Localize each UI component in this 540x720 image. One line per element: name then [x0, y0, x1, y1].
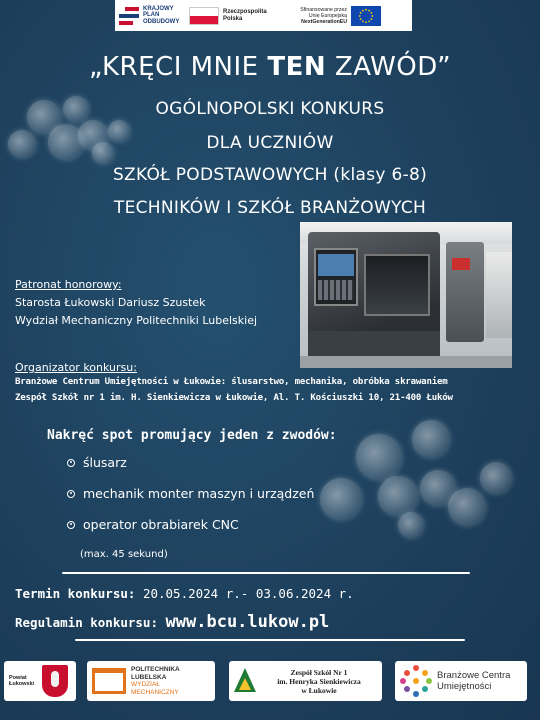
tree-logo-icon [234, 668, 256, 694]
patronage-label: Patronat honorowy: [15, 278, 122, 291]
bokeh-bubble [356, 434, 402, 480]
politechnika-text [131, 666, 180, 696]
bcu-logo [395, 661, 527, 701]
subtitle-line: DLA UCZNIÓW [206, 133, 334, 153]
zespol-line: Zespół Szkół Nr 1 [290, 667, 348, 677]
deadline-line [15, 586, 354, 601]
subtitle-line: OGÓLNOPOLSKI KONKURS [155, 99, 385, 119]
patronage-line: Wydział Mechaniczny Politechniki Lubelskiej [15, 314, 258, 327]
eu-flag-icon [351, 6, 381, 26]
eu-line: Sfinansowane przez [300, 6, 347, 13]
deadline-label: Termin konkursu: [15, 586, 136, 601]
bcu-line: Branżowe Centra [437, 670, 511, 681]
politechnika-dept-line: MECHANICZNY [131, 688, 179, 696]
politechnika-logo [87, 661, 215, 701]
bcu-dots-icon [400, 665, 432, 697]
profession-item [67, 517, 239, 532]
profession-label: mechanik monter maszyn i urządzeń [83, 486, 315, 501]
bullet-icon [67, 459, 75, 467]
poland-flag-icon [189, 7, 219, 25]
politechnika-dept-line: WYDZIAŁ [131, 681, 160, 688]
spot-title: Nakręć spot promujący jeden z zwodów: [47, 428, 337, 443]
bullet-icon [67, 521, 75, 529]
rules-label: Regulamin konkursu: [15, 615, 158, 630]
duration-note: (max. 45 sekund) [80, 549, 168, 560]
bcu-text [437, 670, 510, 692]
poster-title: „KRĘCI MNIE TEN ZAWÓD” [88, 52, 452, 82]
eu-logo [279, 0, 381, 31]
eu-line: NextGenerationEU [301, 18, 347, 25]
rp-logo [189, 0, 273, 31]
rp-text [223, 9, 273, 22]
organizer-line: Branżowe Centrum Umiejętności w Łukowie: ślusarstwo, mechanika, obróbka skrawaniem [15, 377, 448, 387]
profession-item [67, 486, 314, 501]
patronage-line: Starosta Łukowski Dariusz Szustek [15, 296, 206, 309]
bcu-line: Umiejętności [437, 681, 492, 692]
profession-item [67, 455, 127, 470]
bokeh-bubble [480, 462, 512, 494]
eu-line: Unię Europejską [308, 12, 347, 19]
profession-label: operator obrabiarek CNC [83, 517, 239, 532]
deadline-value: 20.05.2024 r.- 03.06.2024 r. [142, 586, 354, 601]
politechnika-line: LUBELSKA [131, 673, 167, 681]
bokeh-bubble [378, 476, 418, 516]
zespol-line: im. Henryka Sienkiewicza [277, 676, 361, 686]
rp-line: Polska [223, 15, 243, 22]
subtitle-line: SZKÓŁ PODSTAWOWYCH (klasy 6-8) [112, 165, 428, 185]
zespol-text [261, 668, 377, 695]
kpo-mark-icon [119, 6, 139, 26]
divider [62, 572, 470, 574]
bokeh-bubble [320, 478, 362, 520]
kpo-line: KRAJOWY [143, 5, 174, 12]
profession-label: ślusarz [83, 455, 127, 470]
kpo-text [143, 6, 183, 26]
rules-line [15, 612, 329, 632]
bokeh-bubble [448, 488, 486, 526]
organizer-line: Zespół Szkół nr 1 im. H. Sienkiewicza w Łukowie, Al. T. Kościuszki 10, 21-400 Łuków [15, 393, 453, 403]
politechnika-line: POLITECHNIKA [131, 666, 180, 673]
zespol-szkol-logo [229, 661, 382, 701]
kpo-line: ODBUDOWY [143, 18, 180, 25]
powiat-text [9, 675, 37, 688]
bullet-icon [67, 490, 75, 498]
organizer-label: Organizator konkursu: [15, 361, 137, 374]
powiat-logo [4, 661, 76, 701]
divider [75, 639, 465, 641]
kpo-line: PLAN [143, 12, 160, 19]
kpo-logo [119, 0, 183, 31]
powiat-line: Łukowski [9, 681, 35, 687]
subtitle-line: TECHNIKÓW I SZKÓŁ BRANŻOWYCH [113, 198, 427, 218]
powiat-shield-icon [42, 665, 68, 697]
rp-line: Rzeczpospolita [223, 9, 267, 15]
rules-url[interactable]: www.bcu.lukow.pl [165, 612, 330, 632]
zespol-line: w Łukowie [301, 685, 337, 695]
funding-bar [115, 0, 412, 31]
bokeh-bubble [398, 512, 424, 538]
powiat-line: Powiat [9, 674, 27, 681]
eu-text [279, 7, 347, 25]
bokeh-bubble [412, 420, 450, 458]
politechnika-logo-icon [92, 668, 126, 694]
cnc-machine-photo [300, 222, 512, 368]
